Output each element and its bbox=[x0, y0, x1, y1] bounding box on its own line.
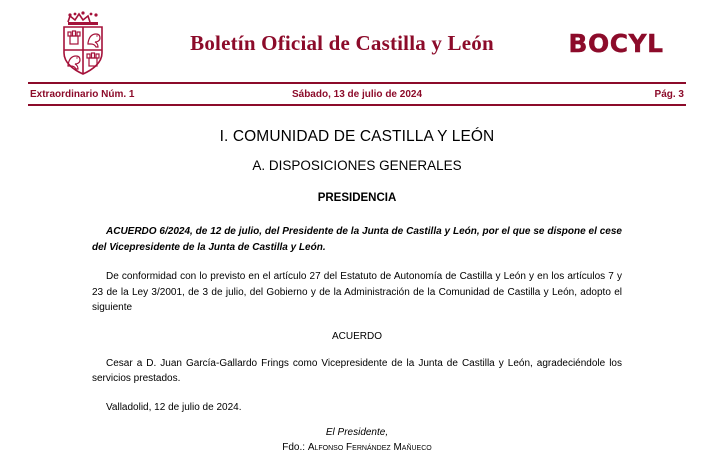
signature-name: Alfonso Fernández Mañueco bbox=[307, 441, 432, 453]
section-heading-level3: PRESIDENCIA bbox=[317, 192, 397, 204]
place-and-date: Valladolid, 12 de julio de 2024. bbox=[106, 401, 242, 413]
document-paragraph: De conformidad con lo previsto en el artículo 27 del Estatuto de Autonomía de Castilla y León y en los artículos 7 y 23 de la Ley 3/2001, de 3 de julio, del Gobierno y de la Administración de la Comunidad de Castilla y León, adopto el siguiente bbox=[92, 271, 622, 313]
document-body bbox=[0, 128, 714, 453]
castilla-y-leon-coat-of-arms-icon bbox=[52, 10, 114, 76]
agreement-text: Cesar a D. Juan García-Gallardo Frings como Vicepresidente de la Junta de Castilla y León, agradeciéndole los servicios prestados. bbox=[92, 357, 622, 384]
issue-number: Extraordinario Núm. 1 bbox=[30, 88, 135, 100]
page-header bbox=[0, 0, 714, 82]
signature-title: El Presidente, bbox=[325, 426, 389, 438]
section-heading-level1: I. COMUNIDAD DE CASTILLA Y LEÓN bbox=[219, 128, 495, 145]
bocyl-logo: BOCYL bbox=[568, 28, 664, 58]
agreement-label: ACUERDO bbox=[331, 330, 382, 342]
signature-prefix: Fdo.: bbox=[282, 441, 308, 453]
issue-date: Sábado, 13 de julio de 2024 bbox=[291, 88, 423, 100]
section-heading-level2: A. DISPOSICIONES GENERALES bbox=[252, 158, 462, 173]
crest-container bbox=[28, 10, 138, 76]
document-summary: ACUERDO 6/2024, de 12 de julio, del Presidente de la Junta de Castilla y León, por el que se dispone el cese del Vicepresidente de la Junta de Castilla y León. bbox=[92, 226, 622, 253]
issue-info-bar bbox=[28, 82, 686, 106]
masthead-title: Boletín Oficial de Castilla y León bbox=[190, 30, 494, 55]
signature-line bbox=[92, 442, 622, 453]
bocyl-logo-container bbox=[546, 29, 686, 58]
page-number: Pág. 3 bbox=[654, 88, 684, 100]
